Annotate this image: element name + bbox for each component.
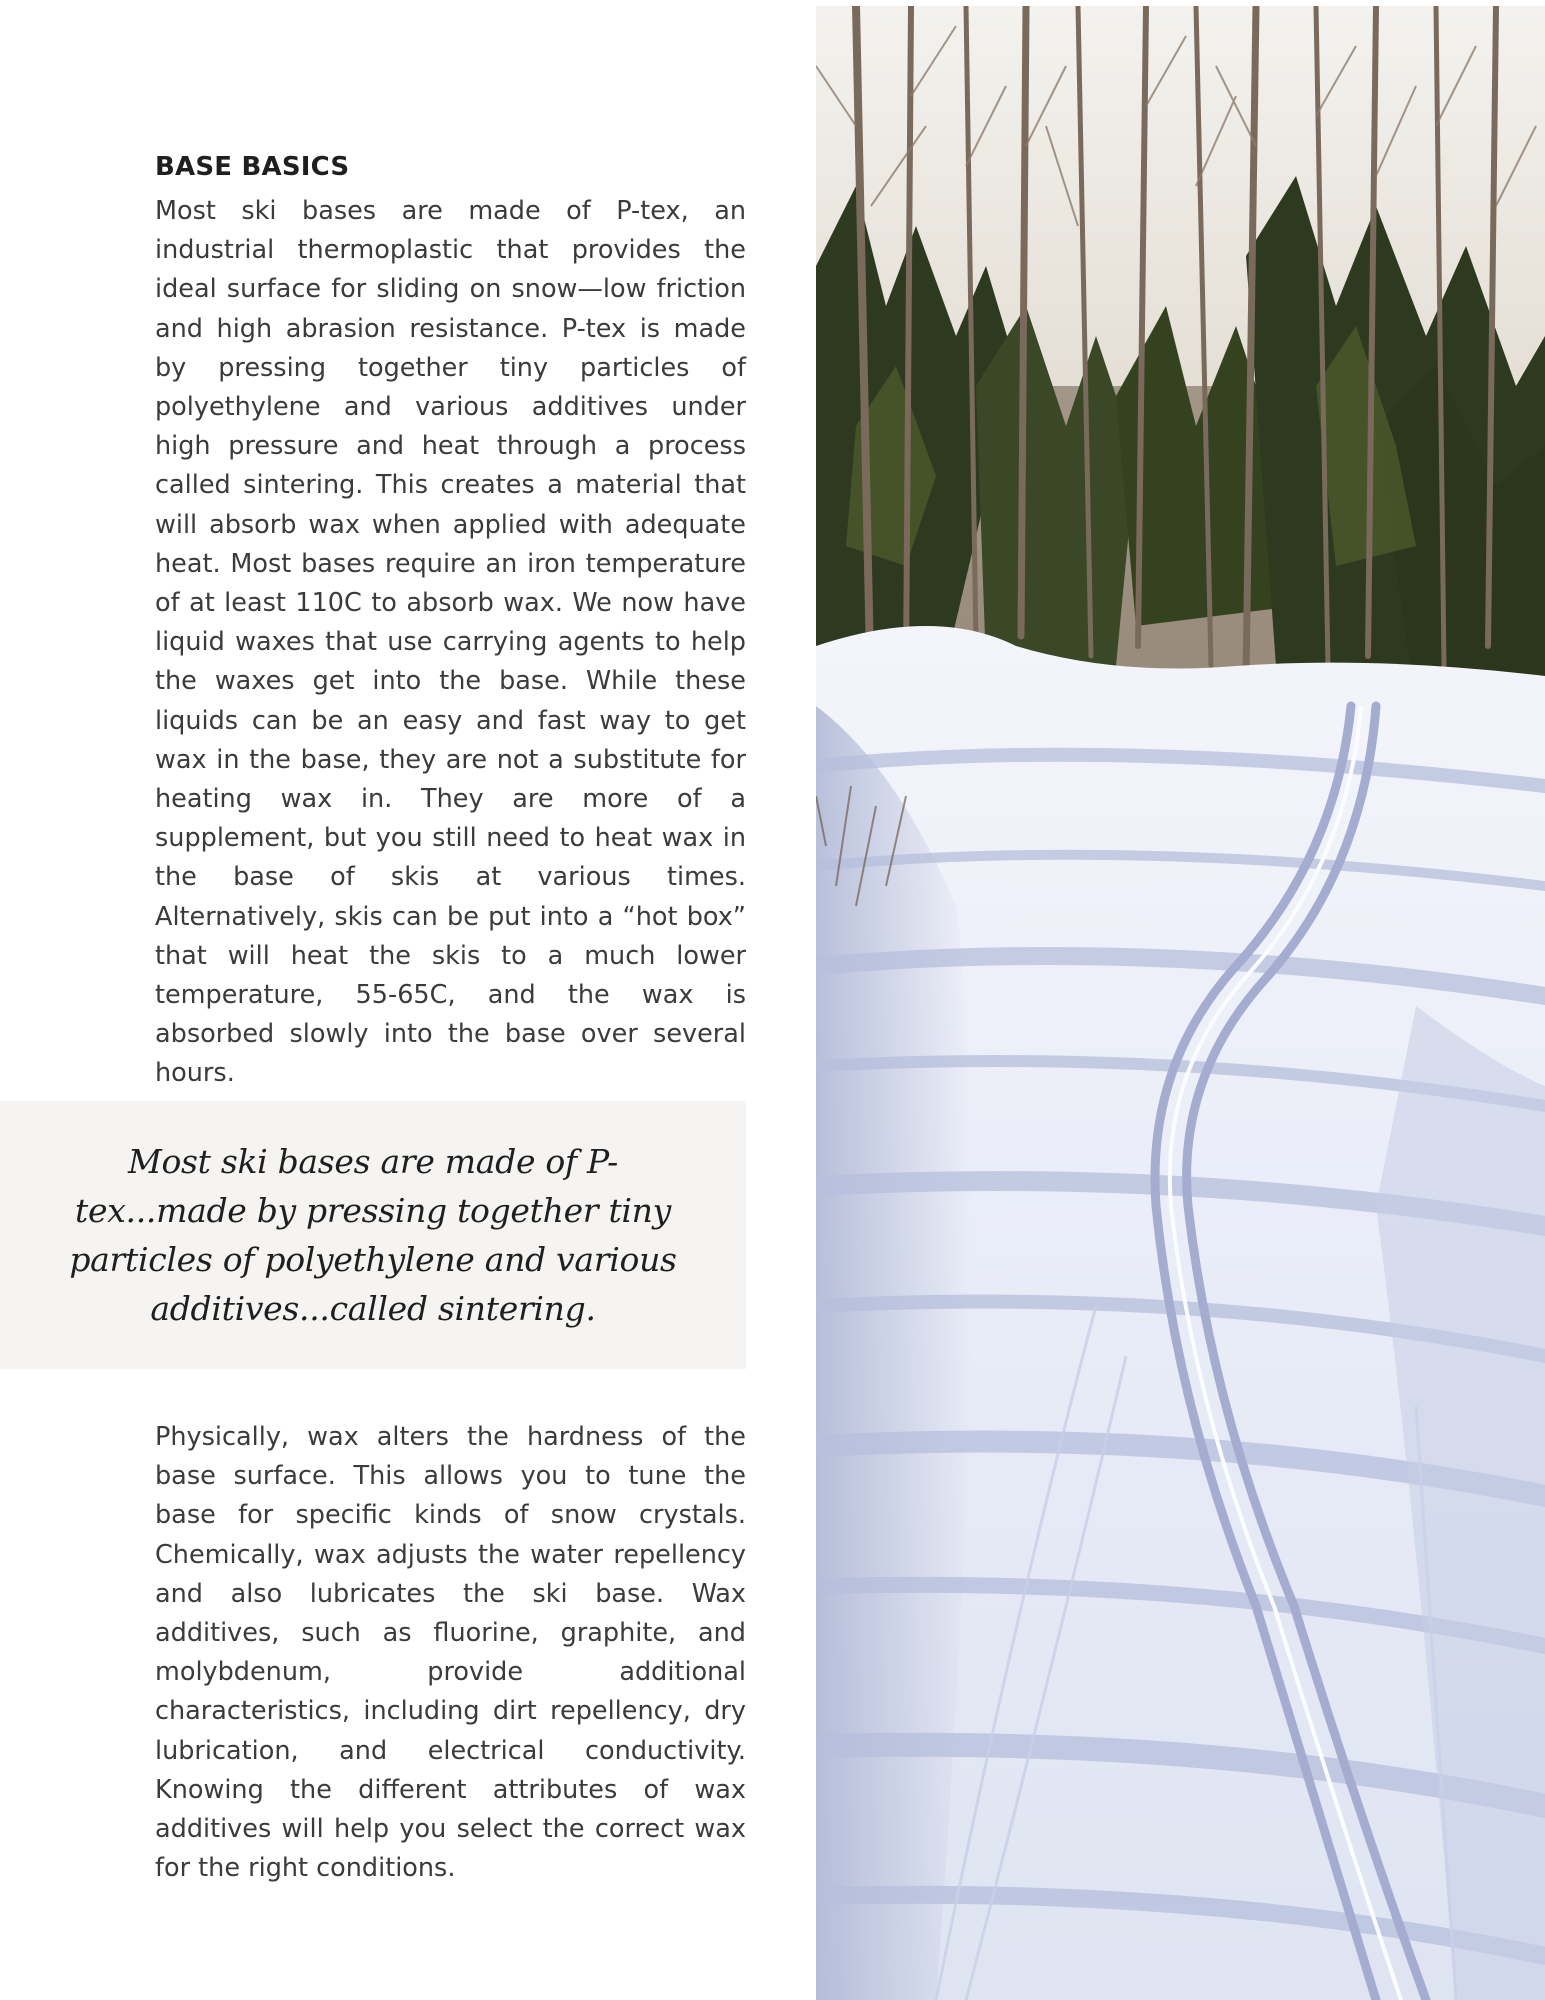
ski-trail-photo <box>816 6 1545 2000</box>
pull-quote-text: Most ski bases are made of P-tex...made by pressing together tiny particles of polyethylene and various additives...called sintering. <box>69 1142 677 1328</box>
section-heading: BASE BASICS <box>155 152 350 182</box>
body-paragraph-1: Most ski bases are made of P-tex, an industrial thermoplastic that provides the ideal surface for sliding on snow—low friction and high abrasion resistance. P-tex is made by pressing together tiny particles of polyethylene and various additives under high pressure and heat through a process called sintering. This creates a material that will absorb wax when applied with adequate heat. Most bases require an iron temperature of at least 110C to absorb wax. We now have liquid waxes that use carrying agents to help the waxes get into the base. While these liquids can be an easy and fast way to get wax in the base, they are not a substitute for heating wax in. They are more of a supplement, but you still need to heat wax in the base of skis at various times. Alternatively, skis can be put into a “hot box” that will heat the skis to a much lower temperature, 55-65C, and the wax is absorbed slowly into the base over several hours. <box>155 196 746 1089</box>
pull-quote-box <box>0 1101 746 1369</box>
body-paragraph-2: Physically, wax alters the hardness of the base surface. This allows you to tune the base for specific kinds of snow crystals. Chemically, wax adjusts the water repellency and also lubricates the ski base. Wax additives, such as fluorine, graphite, and molybdenum, provide additional characteristics, including dirt repellency, dry lubrication, and electrical conductivity. Knowing the different attributes of wax additives will help you select the correct wax for the right conditions. <box>155 1422 746 1884</box>
